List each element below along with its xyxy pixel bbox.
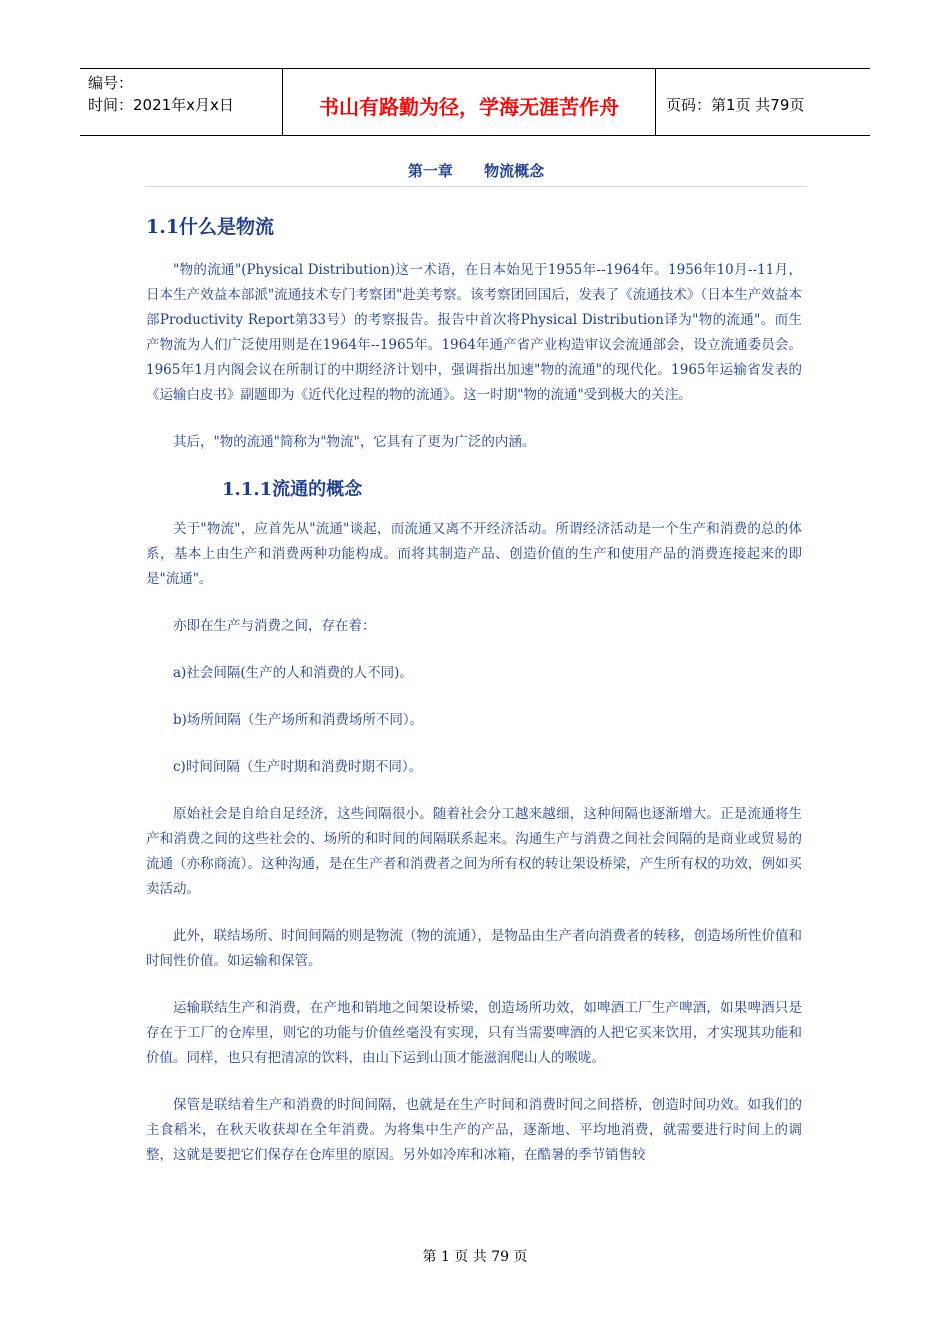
header-meta [80,69,282,135]
chapter-divider [145,186,807,187]
header-motto: 书山有路勤为径，学海无涯苦作舟 [282,69,656,135]
chapter-title: 第一章 物流概念 [407,162,545,180]
subsection-heading: 1.1.1流通的概念 [222,479,363,500]
list-item: b)场所间隔（生产场所和消费场所不同）。 [173,712,424,728]
paragraph: 原始社会是自给自足经济，这些间隔很小。随着社会分工越来越细，这种间隔也逐渐增大。正是流通将生产和消费之间的这些社会的、场所的和时间的间隔联系起来。沟通生产与消费之间社会间隔的是商业或贸易的流通（亦称商流）。这种沟通，是在生产者和消费者之间为所有权的转让架设桥梁，产生所有权的功效，例如买卖活动。 [146,806,802,897]
list-item: c)时间间隔（生产时期和消费时期不同）。 [173,759,423,775]
paragraph: "物的流通"(Physical Distribution)这一术语，在日本始见于1955年--1964年。1956年10月--11月，日本生产效益本部派"流通技术专门考察团"赴美考察。该考察团回国后，发表了《流通技术》（日本生产效益本部Productivity Report第33号）的考察报告。报告中首次将Physical Distribution译为"物的流通"。而生产物流为人们广泛使用则是在1964年--1965年。1964年通产省产业构造审议会流通部会，设立流通委员会。1965年1月内阁会议在所制订的中期经济计划中，强调指出加速"物的流通"的现代化。1965年运输省发表的《运输白皮书》副题即为《近代化过程的物的流通》。这一时期"物的流通"受到极大的关注。 [146,262,802,403]
page-header [80,68,870,136]
paragraph: 此外，联结场所、时间间隔的则是物流（物的流通），是物品由生产者向消费者的转移，创造场所性价值和时间性价值。如运输和保管。 [146,928,802,969]
document-body [146,212,802,1190]
paragraph: 亦即在生产与消费之间，存在着： [173,618,376,634]
paragraph: 其后，"物的流通"简称为"物流"，它具有了更为广泛的内涵。 [173,434,536,450]
paragraph: 关于"物流"，应首先从"流通"谈起，而流通又离不开经济活动。所谓经济活动是一个生产和消费的总的体系，基本上由生产和消费两种功能构成。而将其制造产品、创造价值的生产和使用产品的消费连接起来的即是"流通"。 [146,521,802,587]
paragraph: 保管是联结着生产和消费的时间间隔，也就是在生产时间和消费时间之间搭桥，创造时间功效。如我们的主食稻米，在秋天收获却在全年消费。为将集中生产的产品，逐渐地、平均地消费，就需要进行时间上的调整，这就是要把它们保存在仓库里的原因。另外如冷库和冰箱，在酷暑的季节销售较 [146,1097,802,1163]
section-heading: 1.1什么是物流 [146,216,275,238]
paragraph: 运输联结生产和消费，在产地和销地之间架设桥梁，创造场所功效，如啤酒工厂生产啤酒，如果啤酒只是存在于工厂的仓库里，则它的功能与价值丝毫没有实现，只有当需要啤酒的人把它买来饮用，才实现其功能和价值。同样，也只有把清凉的饮料，由山下运到山顶才能滋润爬山人的喉咙。 [146,1000,802,1066]
document-number-label: 编号： [88,74,134,92]
page-footer: 第 1 页 共 79 页 [422,1249,528,1265]
list-item: a)社会间隔(生产的人和消费的人不同)。 [173,665,413,681]
document-date-label: 时间：2021年x月x日 [88,96,234,114]
header-page-info: 页码：第1页 共79页 [666,95,805,114]
